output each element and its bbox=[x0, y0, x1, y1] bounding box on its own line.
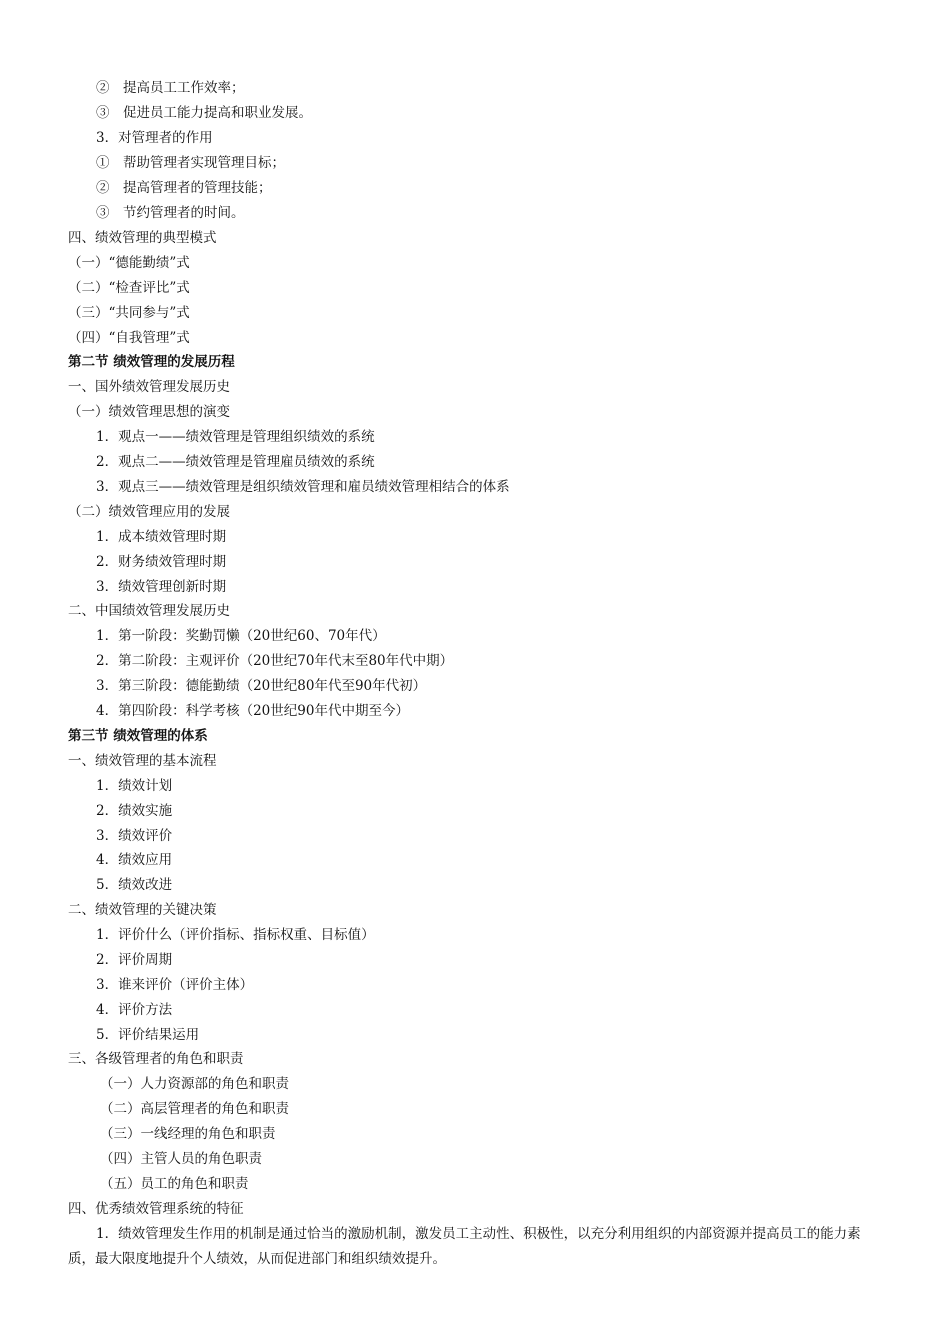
heading: 一、国外绩效管理发展历史 bbox=[68, 379, 230, 395]
list-item: ② 提高员工工作效率； bbox=[96, 80, 245, 96]
list-item: 2．评价周期 bbox=[96, 952, 173, 968]
heading: 三、各级管理者的角色和职责 bbox=[68, 1051, 244, 1067]
list-item: 5．绩效改进 bbox=[96, 877, 173, 893]
list-item: （四）主管人员的角色职责 bbox=[100, 1151, 262, 1167]
list-item: 5．评价结果运用 bbox=[96, 1027, 200, 1043]
heading: 四、绩效管理的典型模式 bbox=[68, 230, 217, 246]
list-item: 4．第四阶段：科学考核（20世纪90年代中期至今） bbox=[96, 703, 409, 719]
subheading: （二）绩效管理应用的发展 bbox=[68, 504, 230, 520]
list-item: 4．评价方法 bbox=[96, 1002, 173, 1018]
list-item: ③ 促进员工能力提高和职业发展。 bbox=[96, 105, 312, 121]
list-item: 2．观点二——绩效管理是管理雇员绩效的系统 bbox=[96, 454, 375, 470]
list-item: 3．观点三——绩效管理是组织绩效管理和雇员绩效管理相结合的体系 bbox=[96, 479, 510, 495]
list-item: （二）“检查评比”式 bbox=[68, 280, 190, 296]
list-item: ① 帮助管理者实现管理目标； bbox=[96, 155, 285, 171]
list-item: （三）“共同参与”式 bbox=[68, 305, 190, 321]
list-item: ② 提高管理者的管理技能； bbox=[96, 180, 272, 196]
list-item: 1．成本绩效管理时期 bbox=[96, 529, 227, 545]
list-item: （三）一线经理的角色和职责 bbox=[100, 1126, 276, 1142]
list-item: 3．绩效管理创新时期 bbox=[96, 579, 227, 595]
list-item: 3．第三阶段：德能勤绩（20世纪80年代至90年代初） bbox=[96, 678, 427, 694]
list-item: 4．绩效应用 bbox=[96, 852, 173, 868]
list-item: 1．评价什么（评价指标、指标权重、目标值） bbox=[96, 927, 375, 943]
list-item: 2．绩效实施 bbox=[96, 803, 173, 819]
list-item: 2．财务绩效管理时期 bbox=[96, 554, 227, 570]
heading: 二、中国绩效管理发展历史 bbox=[68, 603, 230, 619]
list-item: 1．观点一——绩效管理是管理组织绩效的系统 bbox=[96, 429, 375, 445]
list-item: 3．谁来评价（评价主体） bbox=[96, 977, 254, 993]
section-title: 第三节 绩效管理的体系 bbox=[68, 728, 208, 744]
heading: 一、绩效管理的基本流程 bbox=[68, 753, 217, 769]
body-paragraph: 1．绩效管理发生作用的机制是通过恰当的激励机制，激发员工主动性、积极性，以充分利用组织的内部资源并提高员工的能力素质，最大限度地提升个人绩效，从而促进部门和组织绩效提升。 bbox=[68, 1226, 861, 1267]
heading: 四、优秀绩效管理系统的特征 bbox=[68, 1201, 244, 1217]
subheading: （一）绩效管理思想的演变 bbox=[68, 404, 230, 420]
heading: 二、绩效管理的关键决策 bbox=[68, 902, 217, 918]
list-item: （一）“德能勤绩”式 bbox=[68, 255, 190, 271]
subheading: 3．对管理者的作用 bbox=[96, 130, 213, 146]
section-title: 第二节 绩效管理的发展历程 bbox=[68, 354, 235, 370]
list-item: 3．绩效评价 bbox=[96, 828, 173, 844]
list-item: （五）员工的角色和职责 bbox=[100, 1176, 249, 1192]
list-item: 1．绩效计划 bbox=[96, 778, 173, 794]
list-item: 1．第一阶段：奖勤罚懒（20世纪60、70年代） bbox=[96, 628, 386, 644]
list-item: ③ 节约管理者的时间。 bbox=[96, 205, 245, 221]
list-item: （四）“自我管理”式 bbox=[68, 330, 190, 346]
list-item: （二）高层管理者的角色和职责 bbox=[100, 1101, 289, 1117]
list-item: 2．第二阶段：主观评价（20世纪70年代末至80年代中期） bbox=[96, 653, 454, 669]
list-item: （一）人力资源部的角色和职责 bbox=[100, 1076, 289, 1092]
